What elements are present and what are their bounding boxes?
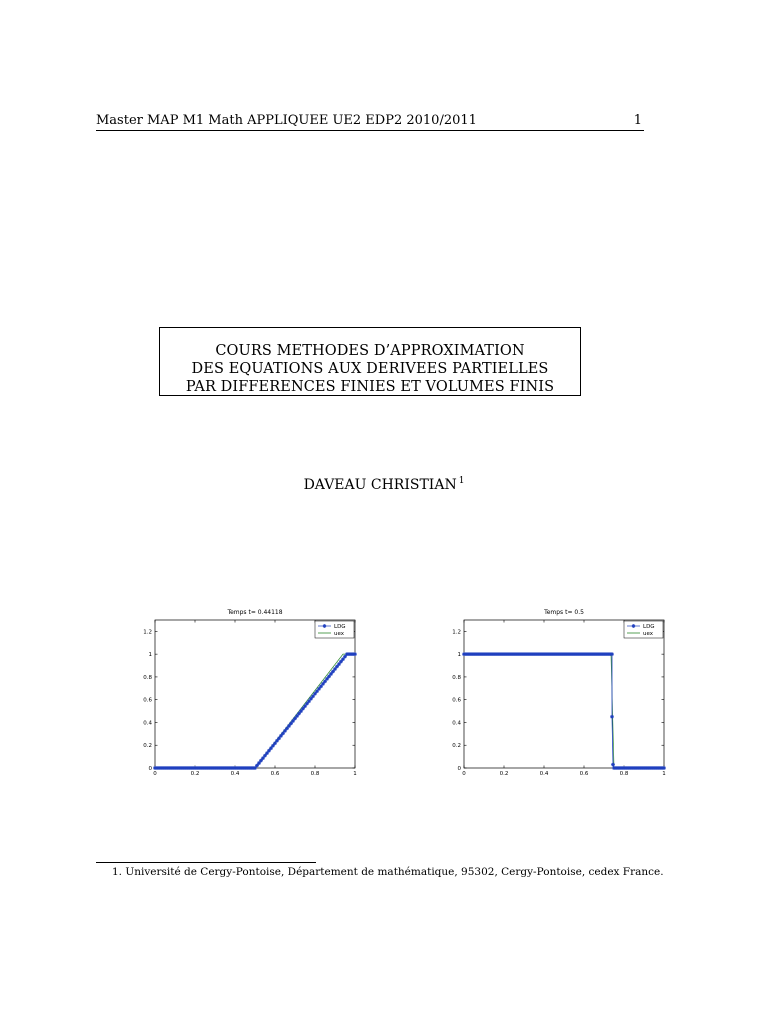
title-line-2: DES EQUATIONS AUX DERIVEES PARTIELLES — [191, 361, 549, 377]
y-tick-label: 1 — [457, 652, 461, 659]
x-tick-label: 0.2 — [499, 771, 509, 777]
x-tick-label: 1 — [353, 771, 357, 777]
uex-line — [464, 654, 664, 768]
x-tick-label: 0.2 — [190, 771, 200, 777]
title-line-3: PAR DIFFERENCES FINIES ET VOLUMES FINIS — [185, 379, 555, 395]
y-tick-label: 1.2 — [143, 629, 152, 636]
title-line-1: COURS METHODES D’APPROXIMATION — [215, 343, 525, 359]
course-title-box — [159, 327, 581, 396]
header-rule — [96, 130, 644, 131]
uex-line — [155, 654, 355, 768]
x-tick-label: 0.4 — [230, 771, 240, 777]
figure-right — [444, 605, 679, 785]
ldg-marker — [610, 652, 614, 656]
chart-title: Temps t= 0.5 — [544, 609, 584, 616]
y-tick-label: 1.2 — [452, 629, 461, 636]
y-tick-label: 0.6 — [143, 697, 152, 704]
chart-left — [135, 605, 370, 785]
legend-uex-label: uex — [643, 631, 654, 637]
author-name: DAVEAU CHRISTIAN — [303, 477, 457, 493]
y-tick-label: 0 — [457, 766, 461, 772]
page-number: 1 — [633, 113, 642, 128]
x-tick-label: 0.8 — [619, 771, 629, 777]
y-tick-label: 0.8 — [143, 674, 152, 681]
x-tick-label: 0.4 — [539, 771, 549, 777]
y-tick-label: 0.4 — [143, 720, 152, 727]
y-tick-label: 0 — [148, 766, 152, 772]
x-tick-label: 0.6 — [270, 771, 280, 777]
footnote-rule — [96, 862, 316, 863]
ldg-marker — [662, 766, 666, 770]
chart-right — [444, 605, 679, 785]
y-tick-label: 0.2 — [452, 743, 461, 750]
y-tick-label: 0.8 — [452, 674, 461, 681]
y-tick-label: 0.6 — [452, 697, 461, 704]
y-tick-label: 0.2 — [143, 743, 152, 750]
x-tick-label: 0 — [153, 771, 157, 777]
plot-area — [464, 620, 664, 768]
ldg-marker — [353, 652, 357, 656]
figure-left — [135, 605, 370, 785]
chart-title: Temps t= 0.44118 — [227, 609, 283, 616]
y-tick-label: 0.4 — [452, 720, 461, 727]
ldg-line — [464, 654, 664, 768]
legend-uex-label: uex — [334, 631, 345, 637]
header-title: Master MAP M1 Math APPLIQUEE UE2 EDP2 2010/2011 — [96, 113, 477, 128]
ldg-line — [155, 654, 355, 768]
plot-area — [155, 620, 355, 768]
x-tick-label: 0.6 — [579, 771, 589, 777]
footnote: 1. Université de Cergy-Pontoise, Département de mathématique, 95302, Cergy-Pontoise, cedex France. — [112, 866, 664, 878]
x-tick-label: 1 — [662, 771, 666, 777]
x-tick-label: 0.8 — [310, 771, 320, 777]
author-footnote-mark: 1 — [458, 476, 465, 486]
legend-ldg-label: LDG — [334, 624, 346, 630]
y-tick-label: 1 — [148, 652, 152, 659]
ldg-marker — [611, 763, 615, 767]
author — [0, 476, 768, 493]
ldg-marker — [610, 715, 614, 719]
legend-ldg-label: LDG — [643, 624, 655, 630]
x-tick-label: 0 — [462, 771, 466, 777]
